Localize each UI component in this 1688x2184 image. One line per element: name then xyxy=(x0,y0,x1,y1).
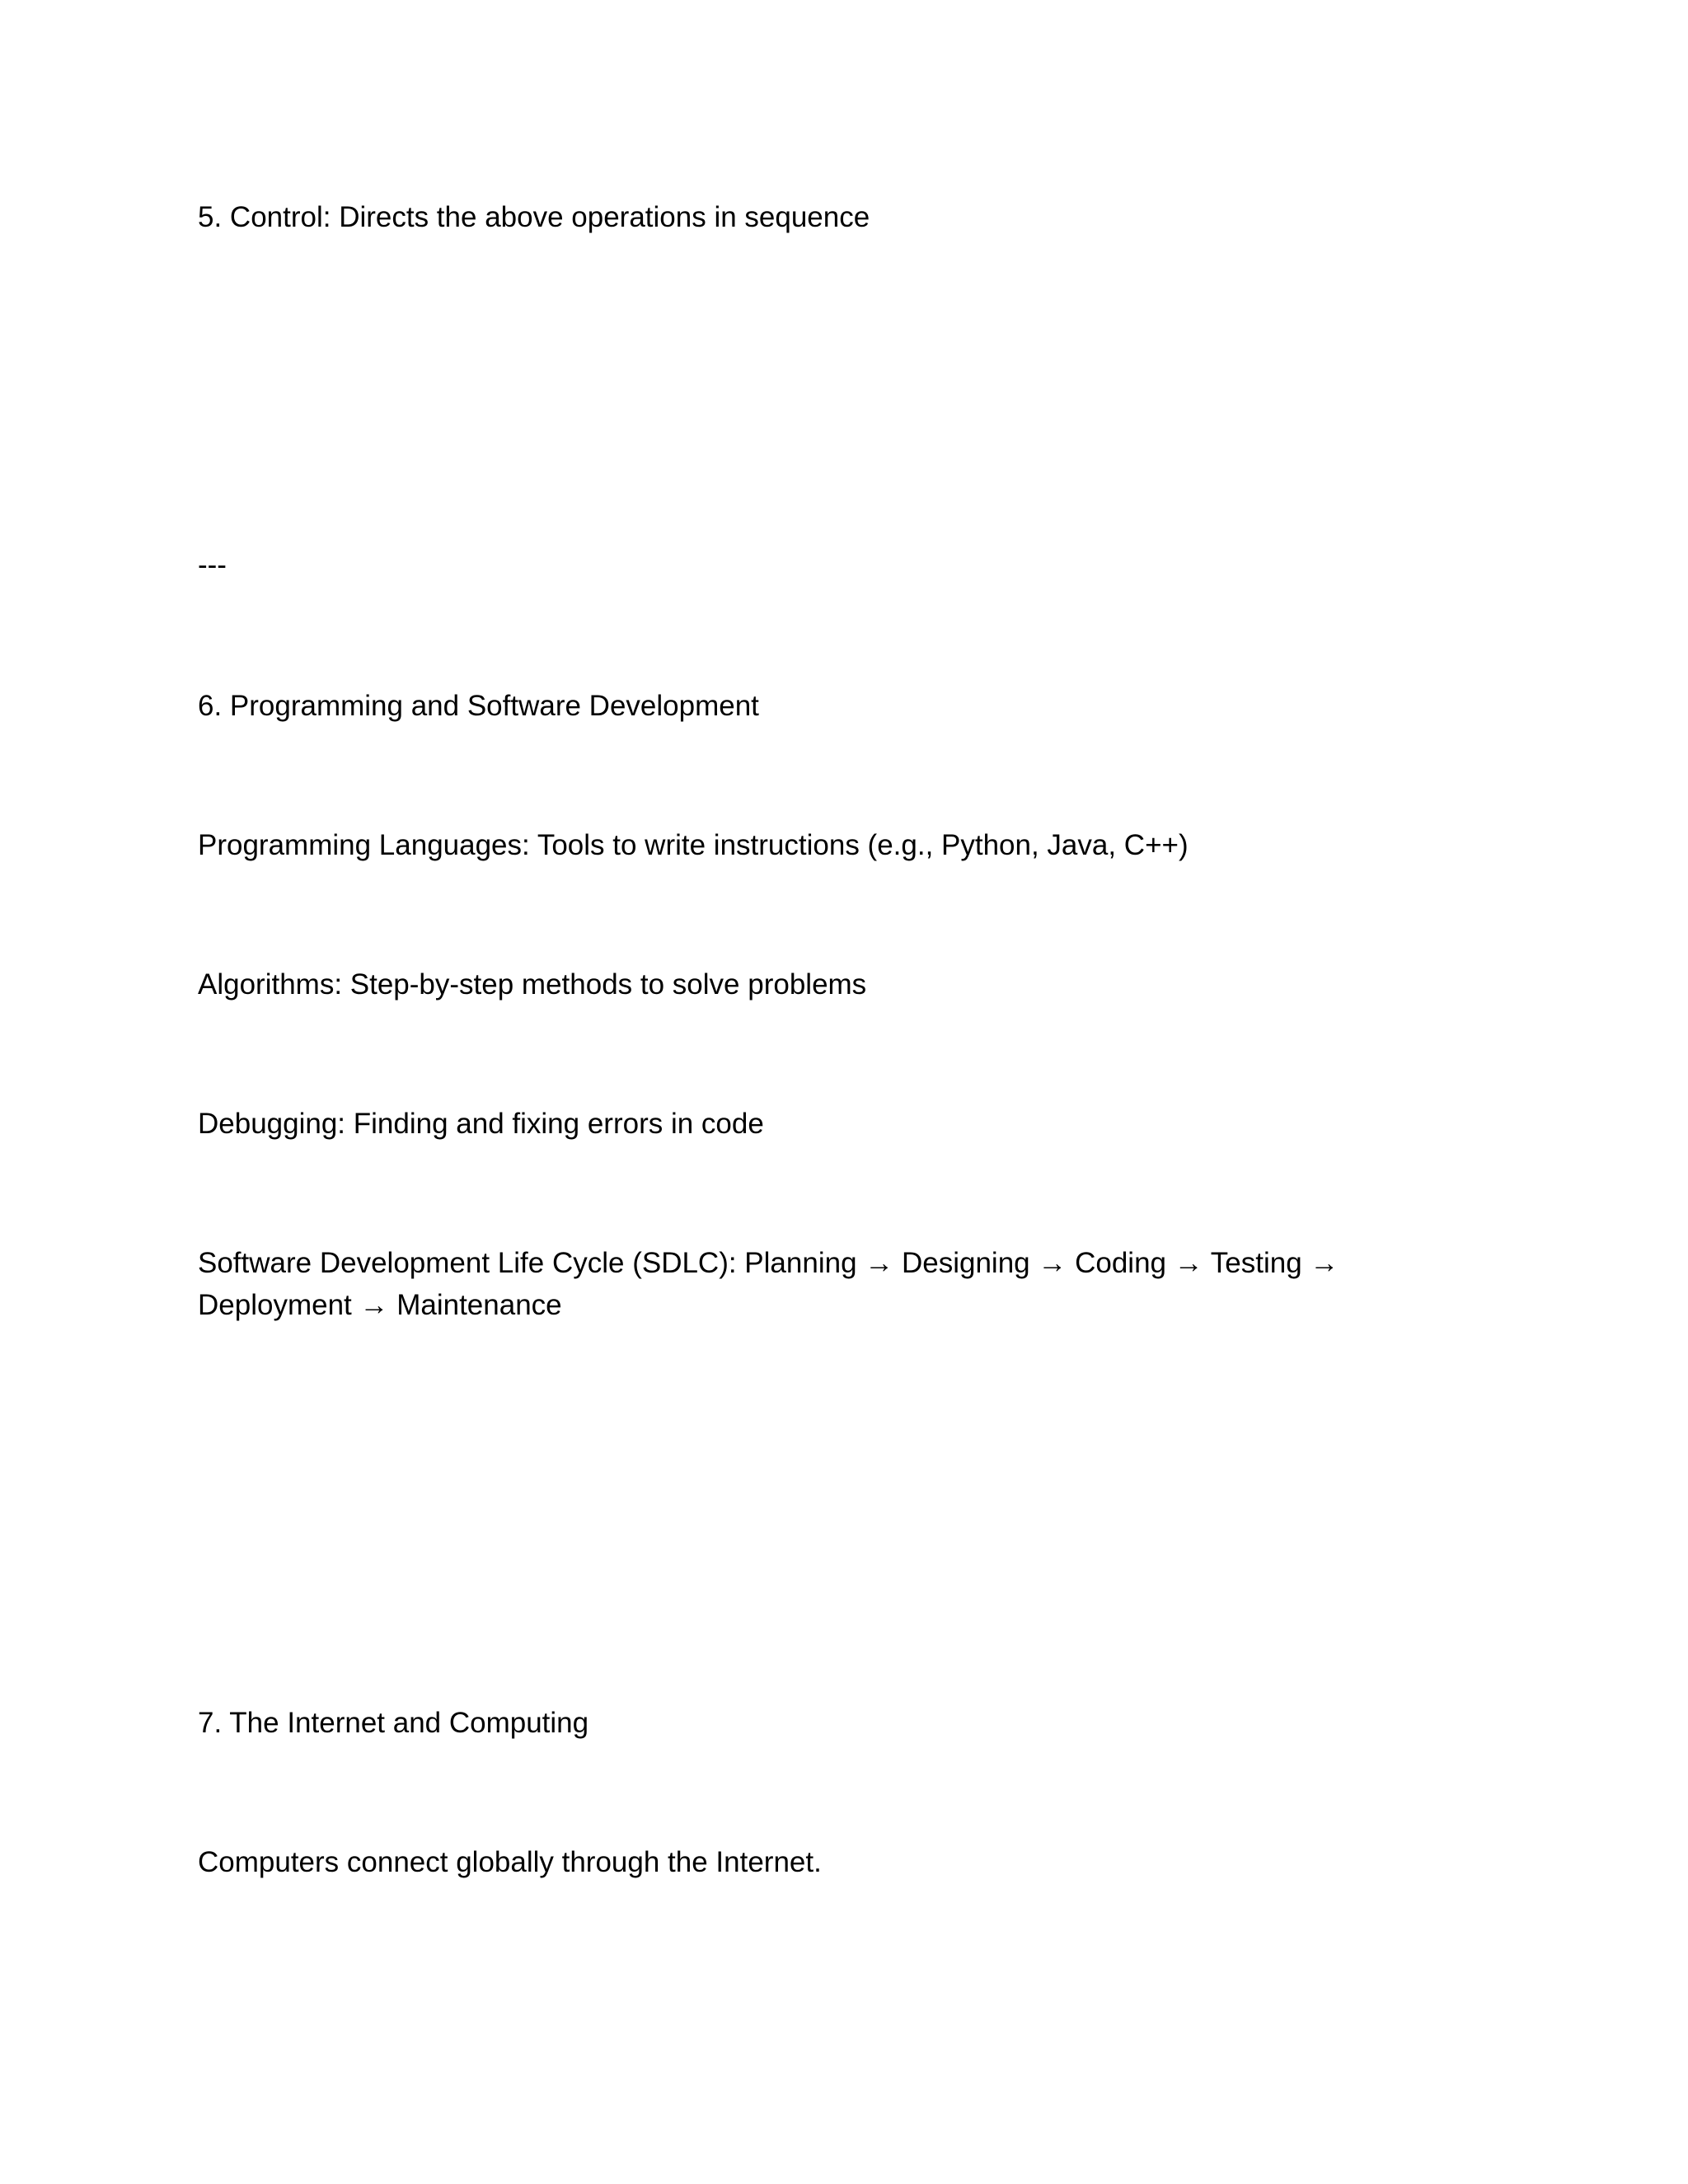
heading-internet: 7. The Internet and Computing xyxy=(198,1707,589,1739)
paragraph-internet: Computers connect globally through the Internet. xyxy=(198,1846,822,1878)
paragraph-debugging: Debugging: Finding and fixing errors in code xyxy=(198,1108,764,1140)
paragraph-sdlc: Software Development Life Cycle (SDLC): Planning → Designing → Coding → Testing → Deployment → Maintenance xyxy=(198,1247,1348,1321)
paragraph-programming-languages: Programming Languages: Tools to write instructions (e.g., Python, Java, C++) xyxy=(198,829,1189,861)
section-divider: --- xyxy=(198,549,227,581)
heading-programming: 6. Programming and Software Development xyxy=(198,690,759,722)
paragraph-algorithms: Algorithms: Step-by-step methods to solve problems xyxy=(198,968,867,1001)
paragraph-control: 5. Control: Directs the above operations in sequence xyxy=(198,201,870,233)
